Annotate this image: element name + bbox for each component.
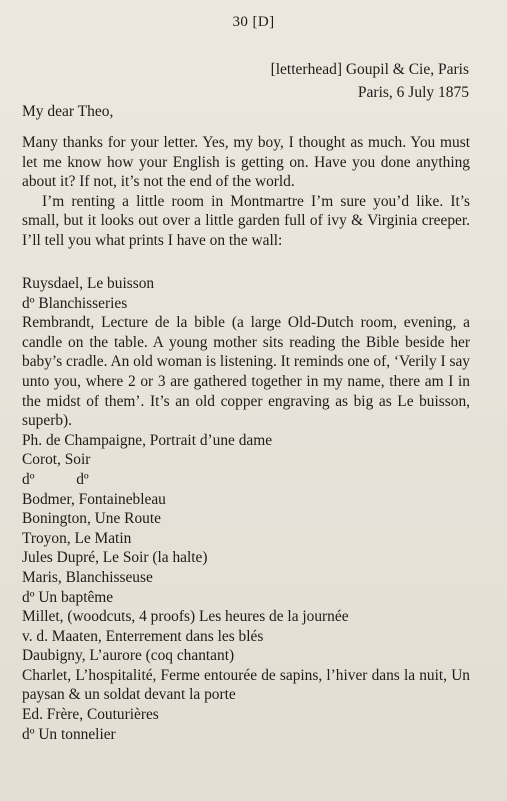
print-item: Ed. Frère, Couturières [22, 706, 159, 724]
print-item: Ph. de Champaigne, Portrait d’une dame [22, 431, 273, 449]
ditto-mark: dº [22, 470, 35, 488]
print-item: Daubigny, L’aurore (coq chantant) [22, 647, 235, 665]
print-item: Rembrandt, Lecture de la bible (a large Old-Dutch room, evening, a candle on the table. A young mother sits reading the Bible beside her baby’s cradle. An old woman is listening. It reminds one of, ‘Verily I say unto you, where 2 or 3 are gathered together in my name, there am I in the midst of them’. It’s an old copper engraving as big as Le buisson, superb). [22, 314, 470, 430]
print-item: dº Un tonnelier [22, 725, 116, 743]
print-item: Corot, Soir [22, 451, 91, 469]
paragraph-2: I’m renting a little room in Montmartre I’m sure you’d like. It’s small, but it looks out over a little garden full of ivy & Virginia creeper. I’ll tell you what prints I have on the wall: [22, 192, 470, 249]
ditto-mark: dº [76, 470, 89, 488]
print-item: Bonington, Une Route [22, 510, 161, 528]
print-item: Millet, (woodcuts, 4 proofs) Les heures de la journée [22, 608, 349, 626]
paragraph-1: Many thanks for your letter. Yes, my boy, I thought as much. You must let me know how your English is getting on. Have you done anything about it? If not, it’s not the end of the world. [22, 134, 470, 190]
letterhead-line-1: [letterhead] Goupil & Cie, Paris [270, 61, 469, 78]
print-item: dº Un baptême [22, 588, 114, 606]
letterhead-block [271, 58, 469, 104]
print-item: Bodmer, Fontainebleau [22, 490, 166, 508]
letterhead-date-line: Paris, 6 July 1875 [357, 84, 469, 101]
print-item: dº Blanchisseries [22, 294, 128, 312]
print-item: v. d. Maaten, Enterrement dans les blés [22, 627, 264, 645]
print-item-ditto-row [22, 470, 470, 490]
prints-list [22, 274, 470, 744]
salutation: My dear Theo, [22, 103, 114, 120]
print-item: Jules Dupré, Le Soir (la halte) [22, 549, 208, 567]
page-header: 30 [D] [232, 14, 275, 30]
print-item: Ruysdael, Le buisson [22, 275, 155, 292]
print-item: Maris, Blanchisseuse [22, 568, 153, 586]
letter-body [22, 133, 470, 250]
print-item: Charlet, L’hospitalité, Ferme entourée de sapins, l’hiver dans la nuit, Un paysan & un soldat devant la porte [22, 666, 470, 704]
print-item: Troyon, Le Matin [22, 529, 132, 547]
